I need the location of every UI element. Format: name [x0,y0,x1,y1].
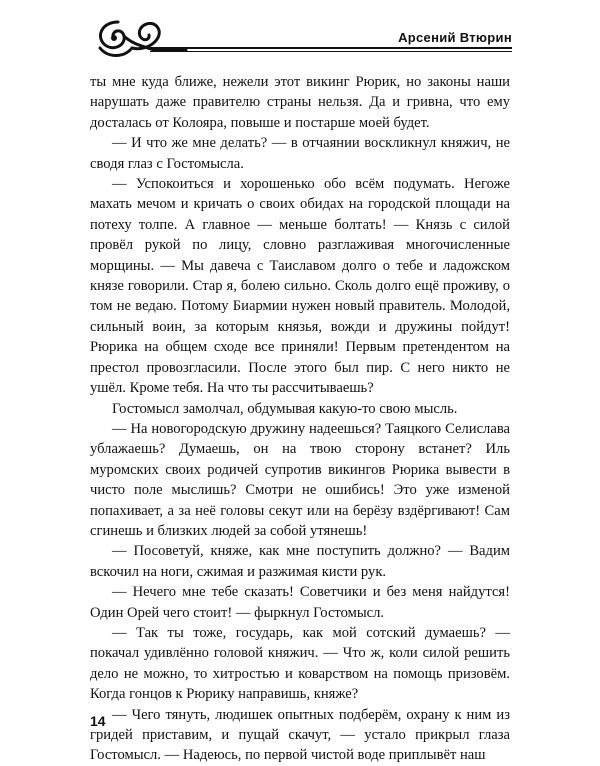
paragraph: — На новогородскую дружину надеешься? Таяцкого Селислава ублажаешь? Думаешь, он на твою сторону встанет? Иль муромских своих родичей супротив викингов Рюрика вывести в чисто поле мыслишь? Смотри не ошибись! Это уже изменой попахивает, а за неё головы секут или на берёзу вздёргивают! Сам сгинешь и близких людей за собой утянешь! [90,420,510,539]
paragraph: Гостомысл замолчал, обдумывая какую-то свою мысль. [112,400,458,417]
celtic-knot-ornament-icon [88,8,188,64]
header-rule [150,47,512,49]
running-title: Арсений Втюрин [398,30,512,45]
paragraph: ты мне куда ближе, нежели этот викинг Рюрик, но законы наши нарушать даже правителю страны нельзя. Да и гривна, что ему досталась от Колояра, повыше и постарше моей будет. [90,74,510,131]
paragraph: — Чего тянуть, людишек опытных подберём, охрану к ним из гридей приставим, и пущай скачут, — устало прикрыл глаза Гостомысл. — Надеюсь, по первой чистой воде приплывёт наш [90,706,510,764]
paragraph: — Так ты тоже, государь, как мой сотский думаешь? — покачал удивлённо головой княжич. — Что ж, коли силой решить дело не можно, то хитростью и коварством на помощь призовём. Когда гонцов к Рюрику направишь, княже? [90,624,510,703]
page-number: 14 [90,713,106,729]
page-header [0,0,600,75]
body-text [90,72,510,766]
paragraph: — Нечего мне тебе сказать! Советчики и без меня найдутся! Один Орей чего стоит! — фыркнул Гостомысл. [90,584,510,621]
paragraph: — Успокоиться и хорошенько обо всём подумать. Негоже махать мечом и кричать о своих обидах на городской площади на потеху толпе. А главное — меньше болтать! — Князь с силой провёл рукой по лицу, словно разглаживая многочисленные морщины. — Мы давеча с Таиславом долго о тебе и ладожском князе говорили. Стар я, болею сильно. Сколь долго ещё проживу, о том не ведаю. Потому Биармии нужен новый правитель. Молодой, сильный воин, за которым князья, вожди и дружины пойдут! Рюрика на общем сходе все приняли! Первым претендентом на престол провозгласили. После этого был пир. С него никто не ушёл. Кроме тебя. На что ты рассчитываешь? [90,176,510,397]
header-rule-thin [150,51,512,52]
paragraph: — Посоветуй, княже, как мне поступить должно? — Вадим вскочил на ноги, сжимая и разжимая кисти рук. [90,543,510,580]
paragraph: — И что же мне делать? — в отчаянии воскликнул княжич, не сводя глаз с Гостомысла. [90,135,510,172]
